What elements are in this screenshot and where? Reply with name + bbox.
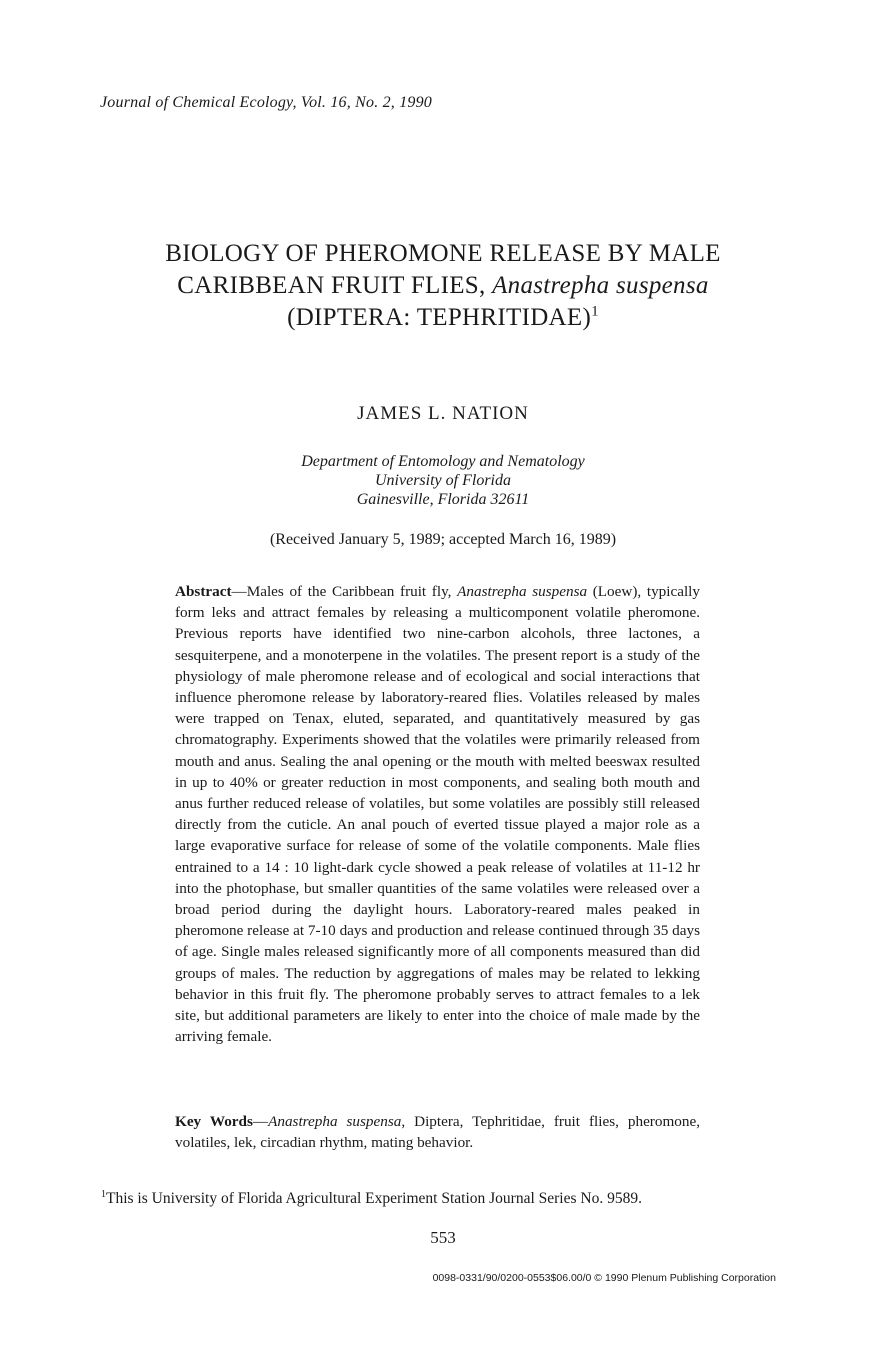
abstract-species: Anastrepha suspensa xyxy=(457,583,588,600)
affiliation-university: University of Florida xyxy=(375,472,511,489)
footnote-marker: 1 xyxy=(101,1188,106,1200)
footnote xyxy=(101,1190,642,1208)
keywords-label: Key Words xyxy=(175,1113,253,1130)
keywords-text: , Diptera, Tephritidae, fruit flies, pheromone, volatiles, lek, circadian rhythm, mating behavior. xyxy=(175,1113,700,1152)
title-line-2 xyxy=(80,270,806,302)
copyright-line: 0098-0331/90/0200-0553$06.00/0 © 1990 Plenum Publishing Corporation xyxy=(432,1272,776,1284)
affiliation xyxy=(0,452,886,509)
abstract xyxy=(175,581,700,1047)
journal-citation: Journal of Chemical Ecology, Vol. 16, No. 2, 1990 xyxy=(100,94,432,111)
title-species: Anastrepha suspensa xyxy=(492,272,709,299)
keywords-species: Anastrepha suspensa xyxy=(268,1113,402,1130)
abstract-label: Abstract xyxy=(175,583,232,600)
title-line-2-prefix: CARIBBEAN FRUIT FLIES, xyxy=(177,272,493,299)
page-number: 553 xyxy=(430,1228,456,1247)
affiliation-department: Department of Entomology and Nematology xyxy=(301,453,585,470)
author-name: JAMES L. NATION xyxy=(357,403,529,424)
title-line-3 xyxy=(80,302,806,334)
abstract-text-1: Males of the Caribbean fruit fly, xyxy=(246,583,458,600)
title-line-1: BIOLOGY OF PHEROMONE RELEASE BY MALE xyxy=(165,240,721,267)
keywords xyxy=(175,1111,700,1153)
article-title xyxy=(80,238,806,334)
title-footnote-marker: 1 xyxy=(591,303,599,320)
footnote-text: This is University of Florida Agricultural Experiment Station Journal Series No. 9589. xyxy=(106,1190,642,1207)
title-line-3-text: (DIPTERA: TEPHRITIDAE) xyxy=(287,304,592,331)
keywords-dash: — xyxy=(252,1113,269,1130)
affiliation-location: Gainesville, Florida 32611 xyxy=(356,491,530,508)
abstract-text-2: (Loew), typically form leks and attract females by releasing a multicomponent volatile pheromone. Previous reports have identified two nine-carbon alcohols, three lactones, a sesquiterpene, and a monoterpene in the volatiles. The present report is a study of the physiology of male pheromone release and of ecological and social interactions that influence pheromone release by laboratory-reared flies. Volatiles released by males were trapped on Tenax, eluted, separated, and quantitatively measured by gas chromatography. Experiments showed that the volatiles were primarily released from mouth and anus. Sealing the anal opening or the mouth with melted beeswax resulted in up to 40% or greater reduction in most components, and sealing both mouth and anus further reduced release of volatiles, but some volatiles are possibly still released directly from the cuticle. An anal pouch of everted tissue played a major role as a large evaporative surface for release of some of the volatile components. Male flies entrained to a 14 : 10 light-dark cycle showed a peak release of volatiles at 11-12 hr into the photophase, but smaller quantities of the same volatiles were released over a broad period during the daylight hours. Laboratory-reared males peaked in pheromone release at 7-10 days and production and release continued through 35 days of age. Single males released significantly more of all components measured than did groups of males. The reduction by aggregations of males may be related to lekking behavior in this fruit fly. The pheromone probably serves to attract females to a lek site, but additional parameters are likely to enter into the choice of male made by the arriving female. xyxy=(175,583,700,1046)
abstract-dash: — xyxy=(231,583,247,600)
received-dates: (Received January 5, 1989; accepted March 16, 1989) xyxy=(269,531,617,548)
